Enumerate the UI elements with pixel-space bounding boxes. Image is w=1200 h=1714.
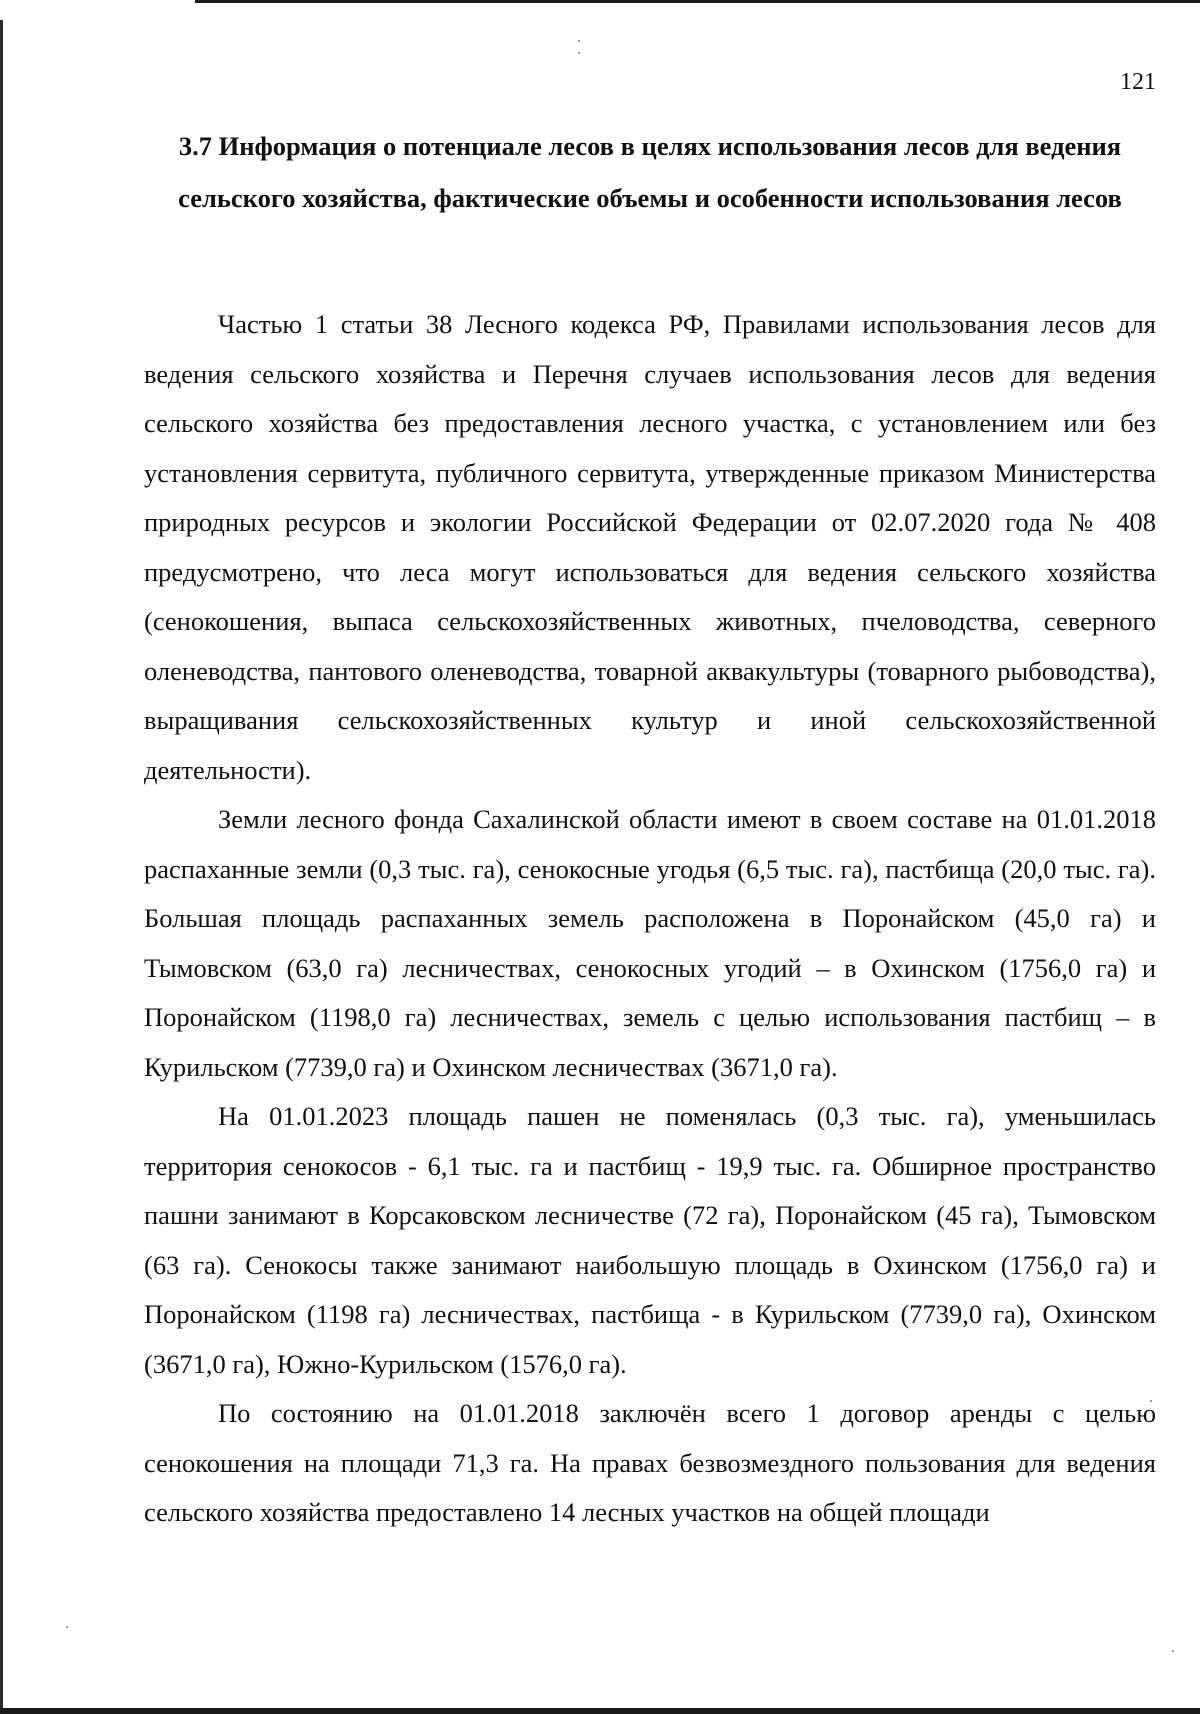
scan-speck (578, 52, 580, 54)
scan-speck (66, 1626, 68, 1628)
body-text (144, 300, 1156, 1538)
scan-speck (1172, 1650, 1174, 1652)
paragraph-land-composition-2018: Земли лесного фонда Сахалинской области имеют в своем составе на 01.01.2018 распаханные земли (0,3 тыс. га), сенокосные угодья (6,5 тыс. га), пастбища (20,0 тыс. га). Большая площадь распаханных земель расположена в Поронайском (45,0 га) и Тымовском (63,0 га) лесничествах, сенокосных угодий – в Охинском (1756,0 га) и Поронайском (1198,0 га) лесничествах, земель с целью использования пастбищ – в Курильском (7739,0 га) и Охинском лесничествах (3671,0 га). (144, 804, 1156, 1082)
scan-border-top (195, 0, 1200, 3)
paragraph-land-composition-2023: На 01.01.2023 площадь пашен не поменялась (0,3 тыс. га), уменьшилась территория сенокосов - 6,1 тыс. га и пастбищ - 19,9 тыс. га. Обширное пространство пашни занимают в Корсаковском лесничестве (72 га), Поронайском (45 га), Тымовском (63 га). Сенокосы также занимают наибольшую площадь в Охинском (1756,0 га) и Поронайском (1198 га) лесничествах, пастбища - в Курильском (7739,0 га), Охинском (3671,0 га), Южно-Курильском (1576,0 га). (144, 1101, 1156, 1379)
scan-speck (578, 40, 580, 42)
paragraph-lease-agreements: По состоянию на 01.01.2018 заключён всего 1 договор аренды с целью сенокошения на площади 71,3 га. На правах безвозмездного пользования для ведения сельского хозяйства предоставлено 14 лесных участков на общей площади (144, 1398, 1156, 1527)
paragraph-legal-basis: Частью 1 статьи 38 Лесного кодекса РФ, Правилами использования лесов для ведения сельского хозяйства и Перечня случаев использования лесов для ведения сельского хозяйства без предоставления лесного участка, с установлением или без установления сервитута, публичного сервитута, утвержденные приказом Министерства природных ресурсов и экологии Российской Федерации от 02.07.2020 года № 408 предусмотрено, что леса могут использоваться для ведения сельского хозяйства (сенокошения, выпаса сельскохозяйственных животных, пчеловодства, северного оленеводства, пантового оленеводства, товарной аквакультуры (товарного рыбоводства), выращивания сельскохозяйственных культур и иной сельскохозяйственной деятельности). (144, 309, 1156, 785)
scan-border-left (0, 20, 3, 1714)
scan-border-bottom (0, 1708, 1200, 1714)
page-number: 121 (1120, 69, 1156, 95)
section-heading: 3.7 Информация о потенциале лесов в целях использования лесов для ведения сельского хозяйства, фактические объемы и особенности использования лесов (178, 131, 1122, 213)
